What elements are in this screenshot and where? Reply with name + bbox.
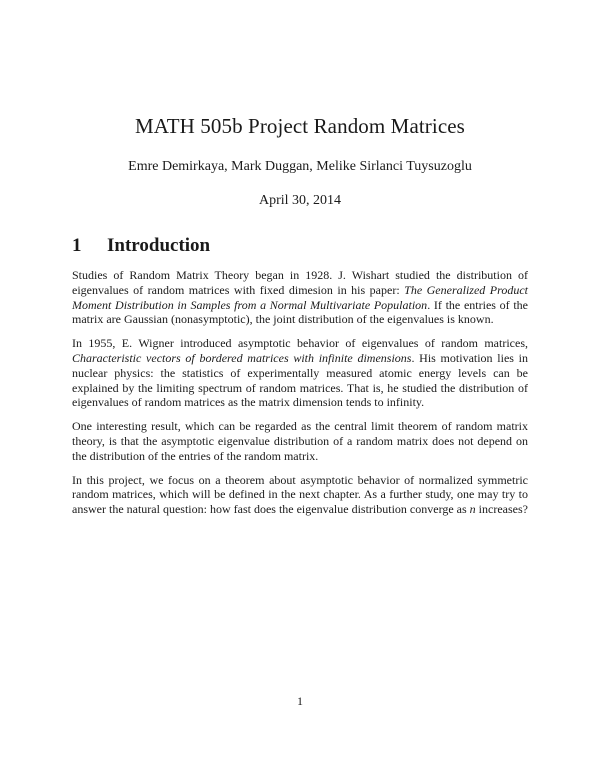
cited-paper-title: Characteristic vectors of bordered matrices with infinite dimensions [72,350,412,365]
paragraph-wigner [72,336,528,410]
paragraph-central-limit: One interesting result, which can be regarded as the central limit theorem of random matrix theory, is that the asymptotic eigenvalue distribution of a random matrix does not depend on the distribution of the entries of the random matrix. [72,419,528,463]
paragraph-wishart [72,268,528,327]
paragraph-text: In 1955, E. Wigner introduced asymptotic behavior of eigenvalues of random matrices, [72,336,528,351]
paragraph-text: . If the entries of the matrix are Gaussian (nonasymptotic), the joint distribution of the eigenvalues is known. [72,297,529,327]
document-authors: Emre Demirkaya, Mark Duggan, Melike Sirlanci Tuysuzoglu [128,159,472,174]
paragraph-project-focus [72,473,528,517]
section-number: 1 [72,235,82,256]
document-title: MATH 505b Project Random Matrices [135,114,465,138]
section-heading [72,234,210,258]
paragraph-text: In this project, we focus on a theorem about asymptotic behavior of normalized symmetric random matrices, which will be defined in the next chapter. As a further study, one may try to answer the natural question: how fast does the eigenvalue distribution converge as [72,472,528,517]
cited-paper-title: The Generalized Product Moment Distribution in Samples from a Normal Multivariate Population [72,282,529,312]
section-body [72,268,528,526]
paragraph-text: . His motivation lies in nuclear physics: the statistics of experimentally measured atomic energy levels can be explained by the limiting spectrum of random matrices. That is, he studied the distribution of eigenvalues of random matrices as the matrix dimension tends to infinity. [72,350,528,410]
section-title: Introduction [107,235,211,256]
paragraph-text: increases? [475,502,528,517]
document-date: April 30, 2014 [258,193,342,208]
math-variable-n: n [469,502,476,517]
page-number: 1 [297,694,303,708]
paragraph-text: Studies of Random Matrix Theory began in 1928. J. Wishart studied the distribution of eigenvalues of random matrices with fixed dimesion in his paper: [72,268,528,297]
